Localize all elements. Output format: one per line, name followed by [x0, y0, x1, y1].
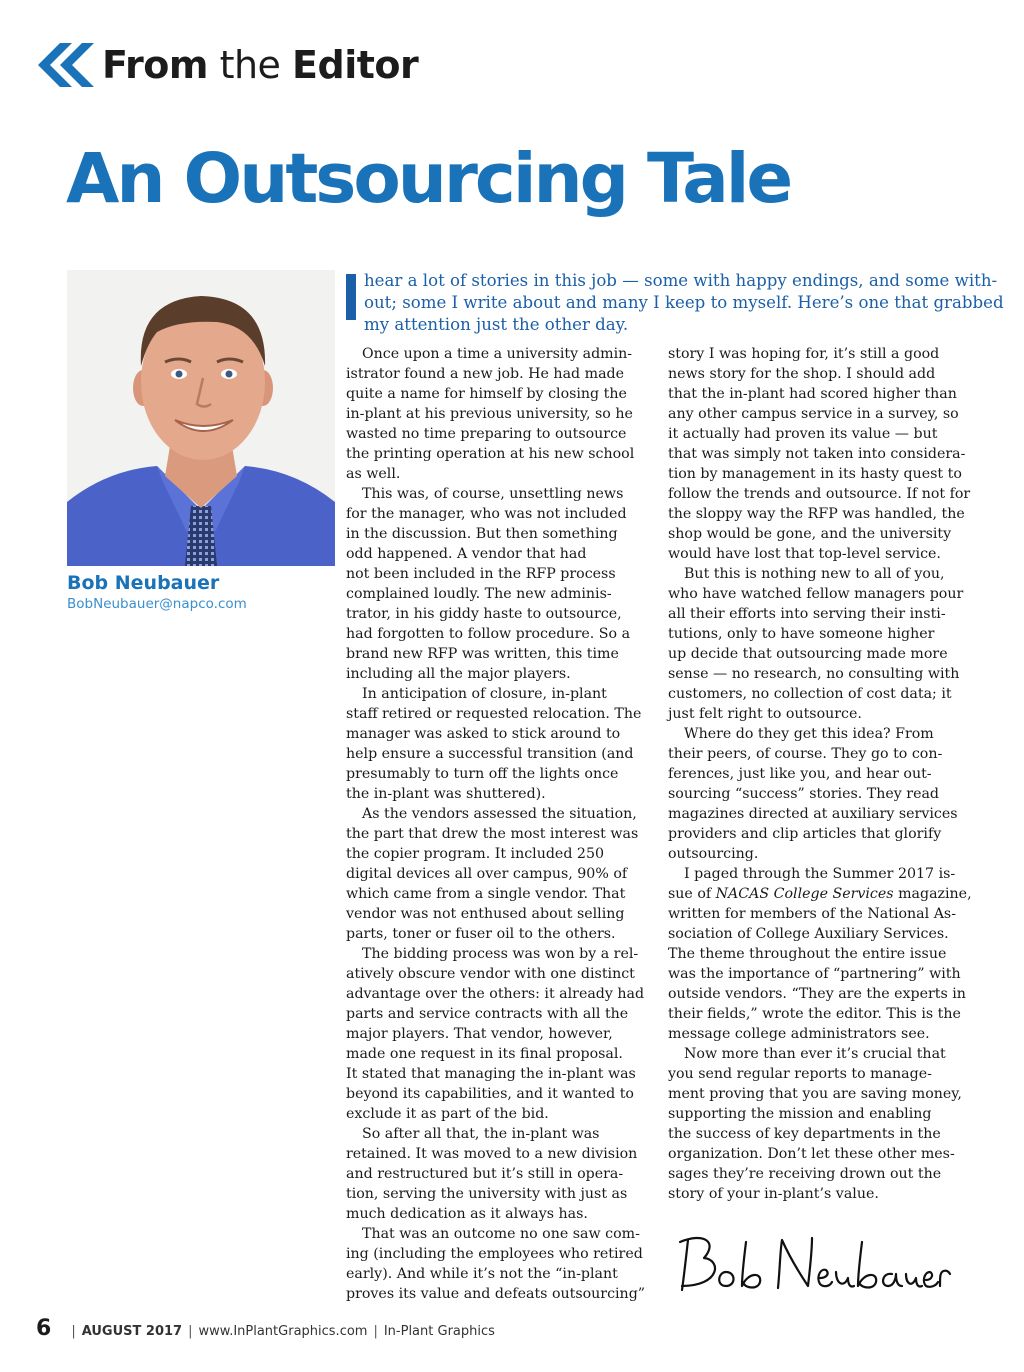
body-line: supporting the mission and enabling	[668, 1106, 932, 1122]
body-line: exclude it as part of the bid.	[346, 1106, 549, 1122]
body-line: their fields,” wrote the editor. This is the	[668, 1006, 961, 1022]
body-line: message college administrators see.	[668, 1026, 930, 1042]
body-line: that the in-plant had scored higher than	[668, 386, 957, 402]
body-line: vendor was not enthused about selling	[346, 906, 625, 922]
body-line: The theme throughout the entire issue	[668, 946, 947, 962]
body-line: up decide that outsourcing made more	[668, 646, 948, 662]
author-email: BobNeubauer@napco.com	[67, 596, 247, 612]
body-line: all their efforts into serving their insti-	[668, 606, 946, 622]
body-line: organization. Don’t let these other mes-	[668, 1146, 955, 1162]
author-photo	[67, 270, 335, 566]
drop-cap-i	[346, 274, 356, 320]
body-line: shop would be gone, and the university	[668, 526, 952, 542]
body-line: sociation of College Auxiliary Services.	[668, 926, 949, 942]
body-line: In anticipation of closure, in-plant	[362, 686, 607, 702]
body-line: sense — no research, no consulting with	[668, 666, 960, 682]
body-line: much dedication as it always has.	[346, 1206, 588, 1222]
body-line: magazines directed at auxiliary services	[668, 806, 958, 822]
intro-line: my attention just the other day.	[364, 315, 629, 334]
body-line: But this is nothing new to all of you,	[684, 566, 945, 582]
body-line: early). And while it’s not the “in-plant	[346, 1266, 618, 1282]
body-line: ferences, just like you, and hear out-	[668, 766, 932, 782]
body-line: trator, in his giddy haste to outsource,	[346, 606, 622, 622]
body-line: parts and service contracts with all the	[346, 1006, 629, 1022]
body-line: As the vendors assessed the situation,	[362, 806, 637, 822]
body-line: Where do they get this idea? From	[684, 726, 934, 742]
double-chevron-left-icon	[34, 41, 98, 89]
body-line: the success of key departments in the	[668, 1126, 941, 1142]
body-line: sue of NACAS College Services magazine,	[668, 886, 972, 902]
body-line: So after all that, the in-plant was	[362, 1126, 600, 1142]
body-line: brand new RFP was written, this time	[346, 646, 619, 662]
body-line: odd happened. A vendor that had	[346, 546, 587, 562]
body-line: outsourcing.	[668, 846, 759, 862]
body-line: for the manager, who was not included	[346, 506, 627, 522]
body-line: the copier program. It included 250	[346, 846, 605, 862]
section-header	[34, 40, 418, 90]
footer-separator: |	[71, 1324, 76, 1339]
body-line: not been included in the RFP process	[346, 566, 616, 582]
author-name: Bob Neubauer	[67, 572, 220, 594]
footer-separator: |	[373, 1324, 378, 1339]
body-line: That was an outcome no one saw com-	[362, 1226, 640, 1242]
body-line: sourcing “success” stories. They read	[668, 786, 940, 802]
page-number: 6	[36, 1316, 52, 1341]
body-line: story I was hoping for, it’s still a good	[668, 346, 940, 362]
body-line: outside vendors. “They are the experts in	[668, 986, 966, 1002]
body-line: tion, serving the university with just as	[346, 1186, 628, 1202]
body-line: providers and clip articles that glorify	[668, 826, 942, 842]
body-line: This was, of course, unsettling news	[362, 486, 624, 502]
body-line: just felt right to outsource.	[668, 706, 862, 722]
body-line: would have lost that top-level service.	[668, 546, 941, 562]
body-line: news story for the shop. I should add	[668, 366, 936, 382]
body-line: you send regular reports to manage-	[668, 1066, 932, 1082]
section-title: From the Editor	[102, 43, 419, 87]
body-line: customers, no collection of cost data; it	[668, 686, 952, 702]
body-line: had forgotten to follow procedure. So a	[346, 626, 631, 642]
body-line: the in-plant was shuttered).	[346, 786, 546, 802]
body-line: in-plant at his previous university, so he	[346, 406, 633, 422]
body-line: major players. That vendor, however,	[346, 1026, 613, 1042]
body-column-left	[346, 344, 646, 1304]
body-line: manager was asked to stick around to	[346, 726, 621, 742]
body-line: it actually had proven its value — but	[668, 426, 938, 442]
body-line: istrator found a new job. He had made	[346, 366, 625, 382]
footer-issue: AUGUST 2017	[81, 1324, 183, 1339]
body-line: the printing operation at his new school	[346, 446, 635, 462]
body-line: ing (including the employees who retired	[346, 1246, 643, 1262]
body-line: tutions, only to have someone higher	[668, 626, 935, 642]
body-line: atively obscure vendor with one distinct	[346, 966, 635, 982]
page-footer	[36, 1316, 495, 1341]
body-line: Now more than ever it’s crucial that	[684, 1046, 946, 1062]
body-line: who have watched fellow managers pour	[668, 586, 964, 602]
body-line: beyond its capabilities, and it wanted to	[346, 1086, 634, 1102]
body-line: proves its value and defeats outsourcing”	[346, 1286, 646, 1302]
body-line: story of your in-plant’s value.	[668, 1186, 879, 1202]
body-line: digital devices all over campus, 90% of	[346, 866, 628, 882]
body-line: staff retired or requested relocation. The	[346, 706, 642, 722]
body-line: quite a name for himself by closing the	[346, 386, 627, 402]
intro-line: out; some I write about and many I keep to myself. Here’s one that grabbed	[364, 293, 1004, 312]
body-line: parts, toner or fuser oil to the others.	[346, 926, 616, 942]
footer-url[interactable]: www.InPlantGraphics.com	[198, 1324, 368, 1339]
body-line: that was simply not taken into considera-	[668, 446, 966, 462]
body-line: ment proving that you are saving money,	[668, 1086, 962, 1102]
footer-publication: In-Plant Graphics	[383, 1324, 495, 1339]
body-line: which came from a single vendor. That	[346, 886, 626, 902]
body-line: presumably to turn off the lights once	[346, 766, 619, 782]
body-line: wasted no time preparing to outsource	[346, 426, 627, 442]
body-line: It stated that managing the in-plant was	[346, 1066, 636, 1082]
footer-separator: |	[188, 1324, 193, 1339]
body-line: as well.	[346, 466, 401, 482]
body-line: and restructured but it’s still in opera-	[346, 1166, 624, 1182]
body-line: The bidding process was won by a rel-	[362, 946, 639, 962]
body-line: any other campus service in a survey, so	[668, 406, 959, 422]
body-line: written for members of the National As-	[668, 906, 957, 922]
body-line: retained. It was moved to a new division	[346, 1146, 638, 1162]
magazine-title: NACAS College Services	[715, 886, 894, 902]
intro-line: hear a lot of stories in this job — some with happy endings, and some with-	[364, 271, 998, 290]
body-column-right	[668, 344, 972, 1204]
article-headline: An Outsourcing Tale	[66, 139, 791, 219]
body-line: was the importance of “partnering” with	[668, 966, 961, 982]
body-line: the part that drew the most interest was	[346, 826, 639, 842]
body-line: follow the trends and outsource. If not for	[668, 486, 971, 502]
body-line: made one request in its final proposal.	[346, 1046, 623, 1062]
intro-paragraph	[364, 270, 1004, 336]
author-signature	[674, 1228, 954, 1298]
body-line: complained loudly. The new adminis-	[346, 586, 612, 602]
body-line: I paged through the Summer 2017 is-	[684, 866, 956, 882]
body-line: their peers, of course. They go to con-	[668, 746, 943, 762]
body-line: help ensure a successful transition (and	[346, 746, 634, 762]
body-line: sages they’re receiving drown out the	[668, 1166, 942, 1182]
body-line: the sloppy way the RFP was handled, the	[668, 506, 965, 522]
body-line: Once upon a time a university admin-	[362, 346, 633, 362]
body-line: in the discussion. But then something	[346, 526, 618, 542]
body-line: tion by management in its hasty quest to	[668, 466, 962, 482]
body-line: including all the major players.	[346, 666, 571, 682]
body-line: advantage over the others: it already had	[346, 986, 645, 1002]
